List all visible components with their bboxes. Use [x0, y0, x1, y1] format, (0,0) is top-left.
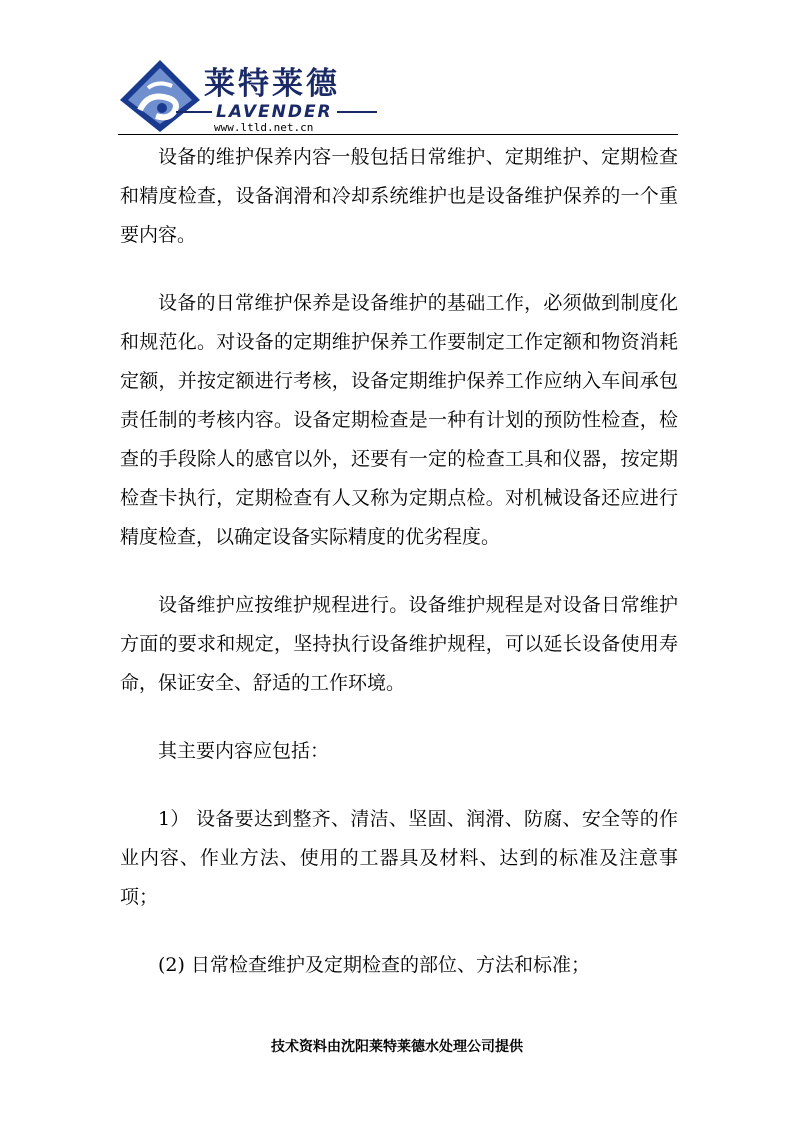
brand-name-cn: 莱特莱德 [204, 66, 340, 102]
list-item-2: (2) 日常检查维护及定期检查的部位、方法和标准； [158, 954, 590, 976]
brand-decor-line-left [176, 111, 212, 113]
brand-url: www.ltld.net.cn [214, 121, 314, 134]
paragraph-maintenance-rules: 设备维护应按维护规程进行。设备维护规程是对设备日常维护方面的要求和规定，坚持执行设备维护规程，可以延长设备使用寿命，保证安全、舒适的工作环境。 [120, 594, 678, 694]
paragraph-daily-maintenance: 设备的日常维护保养是设备维护的基础工作，必须做到制度化和规范化。对设备的定期维护保养工作要制定工作定额和物资消耗定额，并按定额进行考核，设备定期维护保养工作应纳入车间承包责任制的考核内容。设备定期检查是一种有计划的预防性检查，检查的手段除人的感官以外，还要有一定的检查工具和仪器，按定期检查卡执行，定期检查有人又称为定期点检。对机械设备还应进行精度检查，以确定设备实际精度的优劣程度。 [120, 292, 678, 548]
brand-name-en-row [176, 101, 377, 123]
header-divider [118, 134, 678, 135]
paragraph-intro: 设备的维护保养内容一般包括日常维护、定期维护、定期检查和精度检查，设备润滑和冷却系统维护也是设备维护保养的一个重要内容。 [120, 146, 678, 246]
page-footer: 技术资料由沈阳莱特莱德水处理公司提供 [271, 1039, 523, 1055]
paragraph-main-content-heading: 其主要内容应包括： [158, 740, 330, 762]
list-item-1: 1） 设备要达到整齐、清洁、坚固、润滑、防腐、安全等的作业内容、作业方法、使用的工器具及材料、达到的标准及注意事项； [120, 808, 678, 908]
page-header [118, 50, 678, 136]
document-body [120, 138, 678, 1014]
brand-decor-line-right [337, 111, 377, 113]
brand-name-en: LAVENDER [216, 102, 333, 122]
